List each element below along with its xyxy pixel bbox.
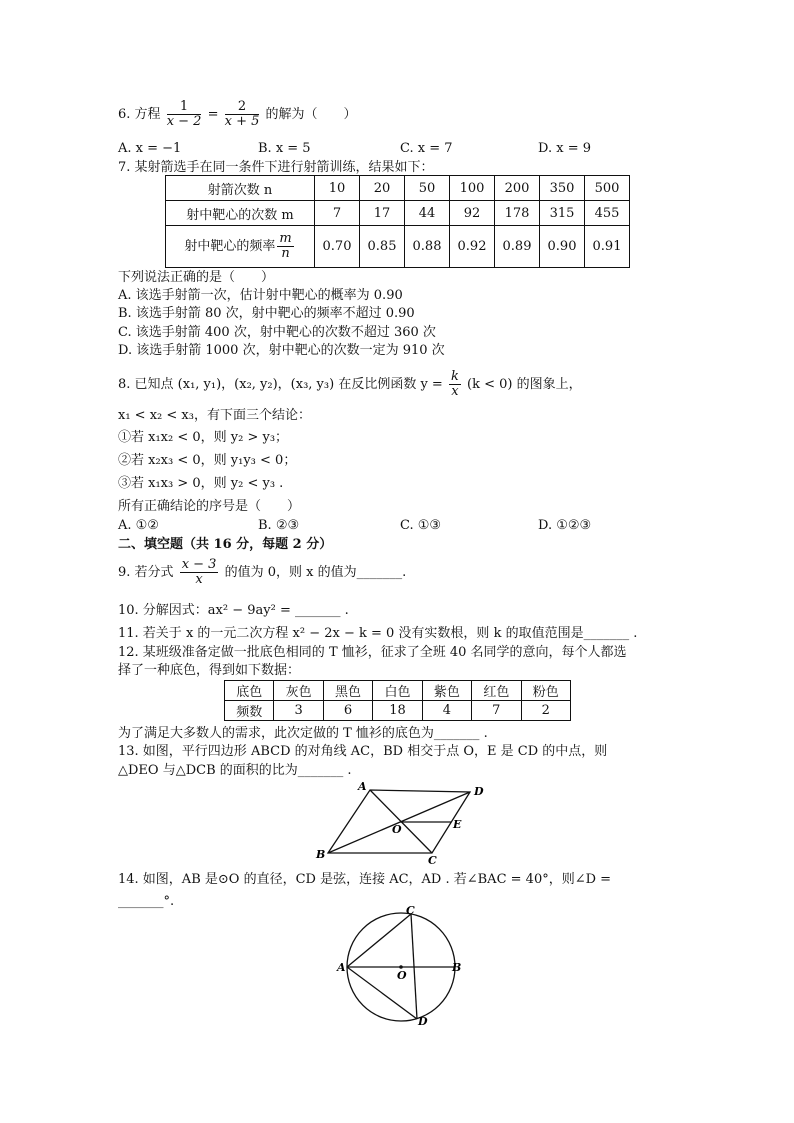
- question-14-line1: 14. 如图，AB 是⊙O 的直径，CD 是弦，连接 AC，AD . 若∠BAC = 40°，则∠D =: [118, 872, 612, 887]
- svg-text:E: E: [453, 818, 462, 831]
- svg-text:D: D: [418, 1015, 428, 1028]
- circle-figure: [335, 905, 465, 1030]
- parallelogram-figure: [310, 780, 500, 865]
- option-a: A. ①②: [118, 518, 159, 533]
- question-6: 6. 方程 $\frac{1}{x - 2}$ = $\frac{2}{x + 5}$ 的解为（ ）: [118, 99, 357, 129]
- question-7-stem: 7. 某射箭选手在同一条件下进行射箭训练，结果如下：: [118, 160, 434, 175]
- option-a: A. x = −1: [118, 141, 182, 156]
- fraction: $\frac{2}{x + 5}$: [224, 99, 260, 129]
- option-d: D. x = 9: [538, 141, 591, 156]
- question-13-line1: 13. 如图，平行四边形 ABCD 的对角线 AC，BD 相交于点 O，E 是 CD 的中点，则: [118, 744, 608, 759]
- conclusion-1: ①若 x₁x₂ < 0，则 y₂ > y₃；: [118, 430, 289, 445]
- question-12-line2: 择了一种底色，得到如下数据：: [118, 663, 301, 678]
- q12-table: 底色 灰色 黑色 白色 紫色 红色 粉色 频数 3 6 18 4 7 2: [224, 680, 571, 721]
- question-8-prompt: 所有正确结论的序号是（ ）: [118, 499, 301, 514]
- question-9: 9. 若分式 $\frac{x - 3}{x}$ 的值为 0，则 x 的值为_______.: [118, 557, 407, 587]
- svg-text:B: B: [452, 961, 462, 974]
- question-11: 11. 若关于 x 的一元二次方程 x² − 2x − k = 0 没有实数根，则 k 的取值范围是_______ .: [118, 626, 638, 641]
- question-7-prompt: 下列说法正确的是（ ）: [118, 270, 275, 285]
- option-b: B. ②③: [258, 518, 300, 533]
- question-12-line3: 为了满足大多数人的需求，此次定做的 T 恤衫的底色为_______ .: [118, 726, 488, 741]
- svg-text:A: A: [358, 780, 367, 793]
- option-c: C. ①③: [400, 518, 442, 533]
- option-d: D. ①②③: [538, 518, 592, 533]
- option-c: C. 该选手射箭 400 次，射中靶心的次数不超过 360 次: [118, 325, 436, 340]
- svg-text:O: O: [397, 969, 407, 982]
- section-title: 二、填空题（共 16 分，每题 2 分）: [118, 537, 333, 552]
- question-10: 10. 分解因式：ax² − 9ay² = _______ .: [118, 603, 349, 618]
- conclusion-3: ③若 x₁x₃ > 0，则 y₂ < y₃ .: [118, 476, 284, 491]
- question-8-condition: x₁ < x₂ < x₃，有下面三个结论：: [118, 408, 311, 423]
- svg-text:D: D: [474, 785, 484, 798]
- option-b: B. 该选手射箭 80 次，射中靶心的频率不超过 0.90: [118, 306, 415, 321]
- q7-table: 射箭次数 n 10 20 50 100 200 350 500 射中靶心的次数 m 7 17 44 92 178 315 455 射中靶心的频率 $\frac{m}{n}$ 0.70 0.85 0.88 0.92 0.89 0.90 0.91: [165, 175, 630, 268]
- svg-text:C: C: [428, 854, 437, 865]
- conclusion-2: ②若 x₂x₃ < 0，则 y₁y₃ < 0；: [118, 453, 297, 468]
- question-8-stem: 8. 已知点 (x₁, y₁)，(x₂, y₂)，(x₃, y₃) 在反比例函数 y = $\frac{k}{x}$ (k < 0) 的图象上，: [118, 369, 582, 399]
- svg-text:O: O: [392, 823, 402, 836]
- option-a: A. 该选手射箭一次，估计射中靶心的概率为 0.90: [118, 288, 403, 303]
- svg-text:C: C: [406, 905, 415, 917]
- option-d: D. 该选手射箭 1000 次，射中靶心的次数一定为 910 次: [118, 343, 445, 358]
- question-14-line2: _______°.: [118, 894, 175, 909]
- svg-text:B: B: [316, 848, 326, 861]
- question-12-line1: 12. 某班级准备定做一批底色相同的 T 恤衫，征求了全班 40 名同学的意向，每个人都选: [118, 645, 627, 660]
- fraction: $\frac{1}{x - 2}$: [166, 99, 202, 129]
- option-c: C. x = 7: [400, 141, 453, 156]
- option-b: B. x = 5: [258, 141, 311, 156]
- svg-text:A: A: [337, 961, 346, 974]
- question-13-line2: △DEO 与△DCB 的面积的比为_______ .: [118, 763, 352, 778]
